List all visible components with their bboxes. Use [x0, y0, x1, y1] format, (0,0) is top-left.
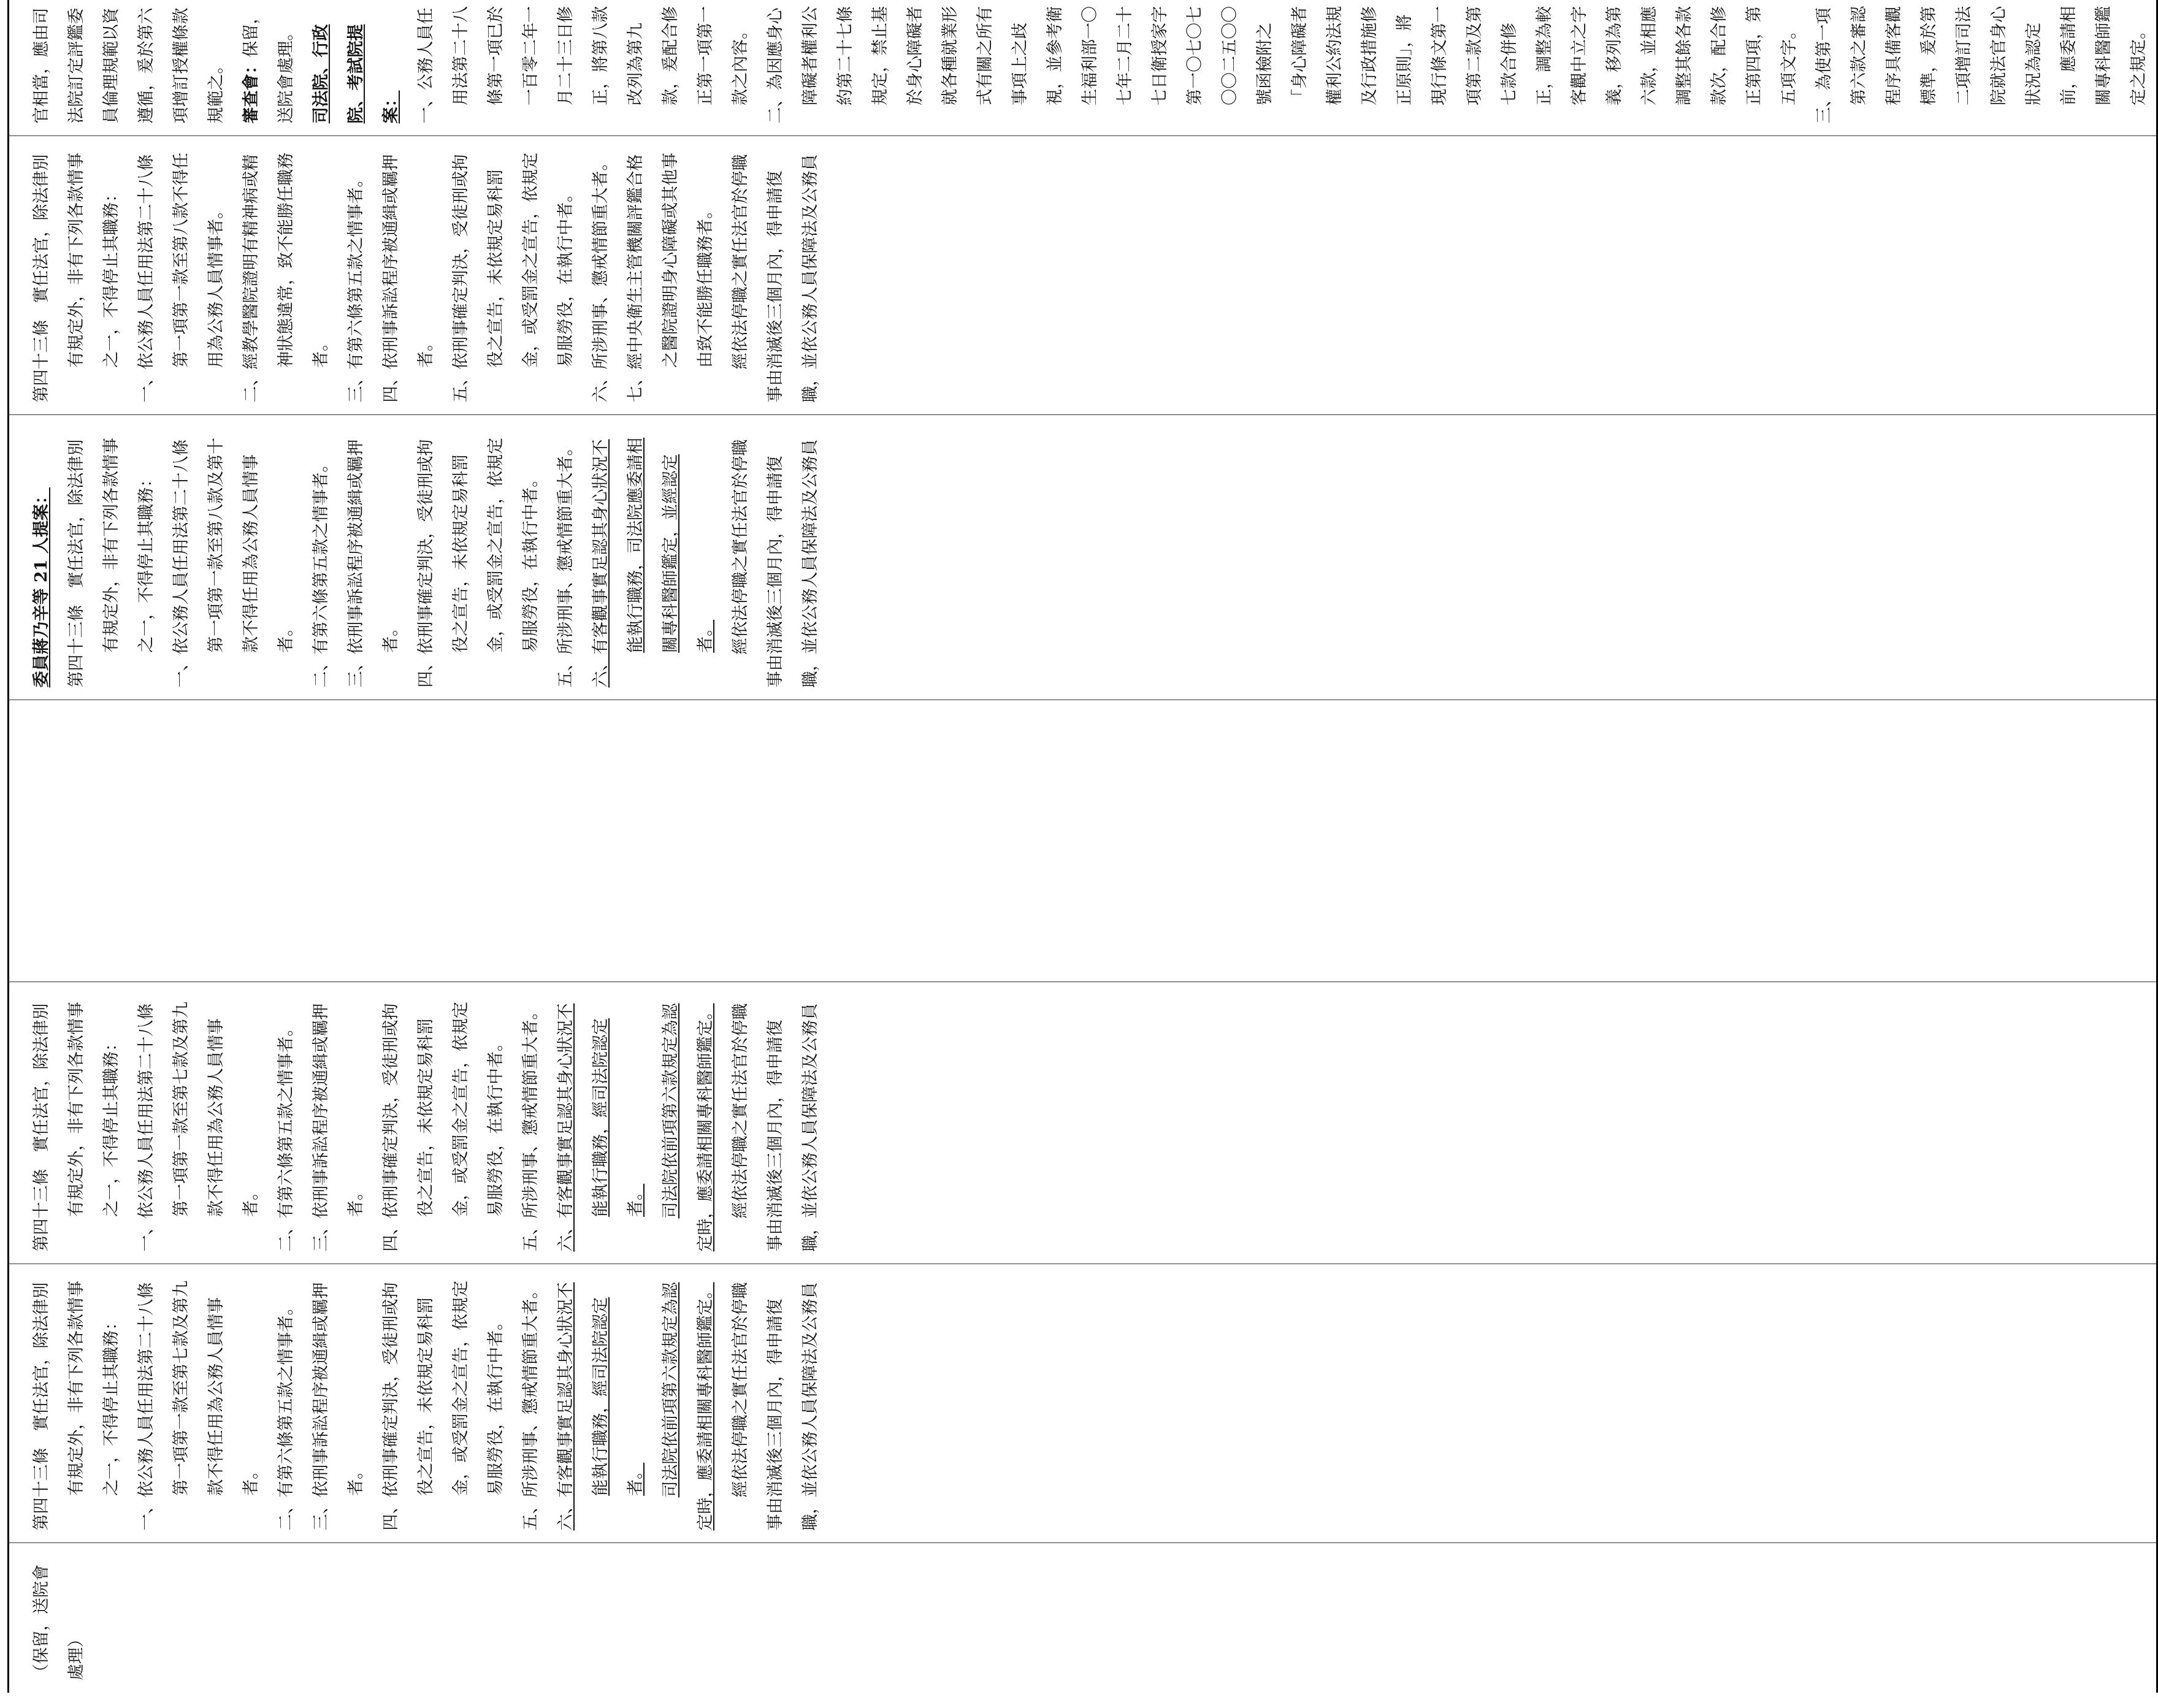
item-line: 三、有第六條第五款之情事者。 [346, 170, 365, 403]
item-line: 一、依公務人員任用法第二十八條第一項第一款至第八款及第十款不得任用為公務人員情事者。 [172, 437, 296, 688]
paragraph-line: 經依法停職之實任法官於停職事由消滅後三個月內，得申請復職，並依公務人員保障法及公務員 [731, 439, 820, 688]
item-line: 四、依刑事確定判決，受徒刑或拘役之宣告，未依規定易科罰金，或受罰金之宣告，依規定易服勞役，在執行中者。 [416, 437, 540, 688]
committee-text-cell [9, 982, 2157, 1264]
item-line: 一、依公務人員任用法第二十八條第一項第一款至第七款及第九款不得任用為公務人員情事者。 [137, 1001, 261, 1252]
item-line: 三、依刑事訴訟程序被通緝或羈押者。 [346, 439, 400, 688]
explanation-item: 三、為使第一項第六款之審認程序具備客觀標準，爰於第二項增訂司法院就法官身心狀況為認定前，應委請相關專科醫師鑑定之規定。 [1815, 6, 2148, 124]
item-line: 三、依刑事訴訟程序被通緝或羈押者。 [312, 1282, 365, 1531]
table-row [9, 0, 2157, 1693]
status-text: （保留，送院會處理） [32, 1565, 86, 1680]
government-cell [9, 136, 2157, 415]
item-line: 五、依刑事確定判決，受徒刑或拘役之宣告，未依規定易科罰金，或受罰金之宣告，依規定易服勞役，在執行中者。 [451, 152, 575, 403]
item-line: 六、所涉刑事、懲戒情節重大者。 [591, 154, 610, 403]
item-line: 二、經教學醫院證明有精神病或精神狀態違常，致不能勝任職務者。 [242, 152, 331, 403]
paragraph-line: 司法院依前項第六款規定為認定時，應委請相關專科醫師鑑定。 [661, 1003, 715, 1252]
status-cell [9, 1543, 2157, 1693]
item-line: 六、有客觀事實足認其身心狀況不能執行職務，司法院應委請相關專科醫師鑑定，並經認定者。 [591, 437, 715, 688]
item-line: 四、依刑事確定判決，受徒刑或拘役之宣告，未依規定易科罰金，或受罰金之宣告，依規定易服勞役，在執行中者。 [381, 1001, 505, 1252]
proposal-cell [9, 415, 2157, 700]
item-line: 五、所涉刑事、懲戒情節重大者。 [521, 1003, 540, 1252]
article-line: 第四十三條 實任法官，除法律別有規定外，非有下列各款情事之一，不得停止其職務： [32, 152, 121, 403]
explanation-top-text: 官相當，應由司法院訂定評鑑委員倫理規範以資遵循，爰於第六項增訂授權條款規範之。 [32, 7, 226, 124]
paragraph-line: 經依法停職之實任法官於停職事由消滅後三個月內，得申請復職，並依公務人員保障法及公務員 [731, 1003, 820, 1252]
article-line: 第四十三條 實任法官，除法律別有規定外，非有下列各款情事之一，不得停止其職務： [67, 437, 156, 688]
review-text: 保留，送院會處理。 [242, 7, 296, 124]
explanation-item: 二、為因應身心障礙者權利公約第二十七條規定，禁止基於身心障礙者就各種就業形式有關之所有事項上之歧視，並參考衛生福利部一〇七年二月二十七日衛授家字第一〇七〇七〇〇二五〇〇號函檢附之「身心障礙者權利公約法規及行政措施修正原則」，將現行條文第一項第二款及第七款合併修正，調整為較客觀中立之字義，移列為第六款，並相應調整其餘各款款次，配合修正第四項，第五項文字。 [766, 6, 1799, 124]
item-line: 一、依公務人員任用法第二十八條第一項第一款至第七款及第九款不得任用為公務人員情事者。 [137, 1280, 261, 1531]
paragraph-line: 經依法停職之實任法官於停職事由消滅後三個月內，得申請復職，並依公務人員保障法及公務員 [731, 154, 820, 403]
review-label: 審查會： [242, 57, 261, 124]
article-line: 第四十三條 實任法官，除法律別有規定外，非有下列各款情事之一，不得停止其職務： [32, 1001, 121, 1252]
explanation-cell [9, 0, 2157, 136]
item-line: 四、依刑事訴訟程序被通緝或羈押者。 [381, 154, 435, 403]
item-line: 四、依刑事確定判決，受徒刑或拘役之宣告，未依規定易科罰金，或受罰金之宣告，依規定易服勞役，在執行中者。 [381, 1280, 505, 1531]
item-line: 六、有客觀事實足認其身心狀況不能執行職務，經司法院認定者。 [556, 1282, 645, 1531]
item-line: 三、依刑事訴訟程序被通緝或羈押者。 [312, 1003, 365, 1252]
item-line: 二、有第六條第五款之情事者。 [277, 1020, 296, 1252]
item-line: 一、依公務人員任用法第二十八條第一項第一款至第八款不得任用為公務人員情事者。 [137, 152, 226, 403]
article-line: 第四十三條 實任法官，除法律別有規定外，非有下列各款情事之一，不得停止其職務： [32, 1280, 121, 1531]
item-line: 六、有客觀事實足認其身心狀況不能執行職務，經司法院認定者。 [556, 1003, 645, 1252]
item-line: 五、所涉刑事、懲戒情節重大者。 [556, 439, 575, 688]
current-law-cell [9, 1264, 2157, 1543]
review-note [234, 0, 304, 124]
paragraph-line: 經依法停職之實任法官於停職事由消滅後三個月內，得申請復職，並依公務人員保障法及公務員 [731, 1282, 820, 1531]
empty-cell [9, 700, 2157, 982]
explanation-header: 司法院、行政院、考試院提案： [312, 24, 400, 124]
paragraph-line: 司法院依前項第六款規定為認定時，應委請相關專科醫師鑑定。 [661, 1282, 715, 1531]
item-line: 七、經中央衛生主管機關評鑑合格之醫院證明身心障礙或其他事由致不能勝任職務者。 [626, 152, 715, 403]
proposal-title: 委員蔣乃辛等 21 人提案： [32, 487, 51, 688]
item-line: 二、有第六條第五款之情事者。 [312, 456, 331, 688]
comparison-table [7, 0, 2158, 1693]
item-line: 二、有第六條第五款之情事者。 [277, 1298, 296, 1531]
explanation-item: 一、公務人員任用法第二十八條第一項已於一百零二年一月二十三日修正，將第八款改列為第九款，爰配合修正第一項第一款之內容。 [416, 6, 750, 124]
item-line: 五、所涉刑事、懲戒情節重大者。 [521, 1282, 540, 1531]
